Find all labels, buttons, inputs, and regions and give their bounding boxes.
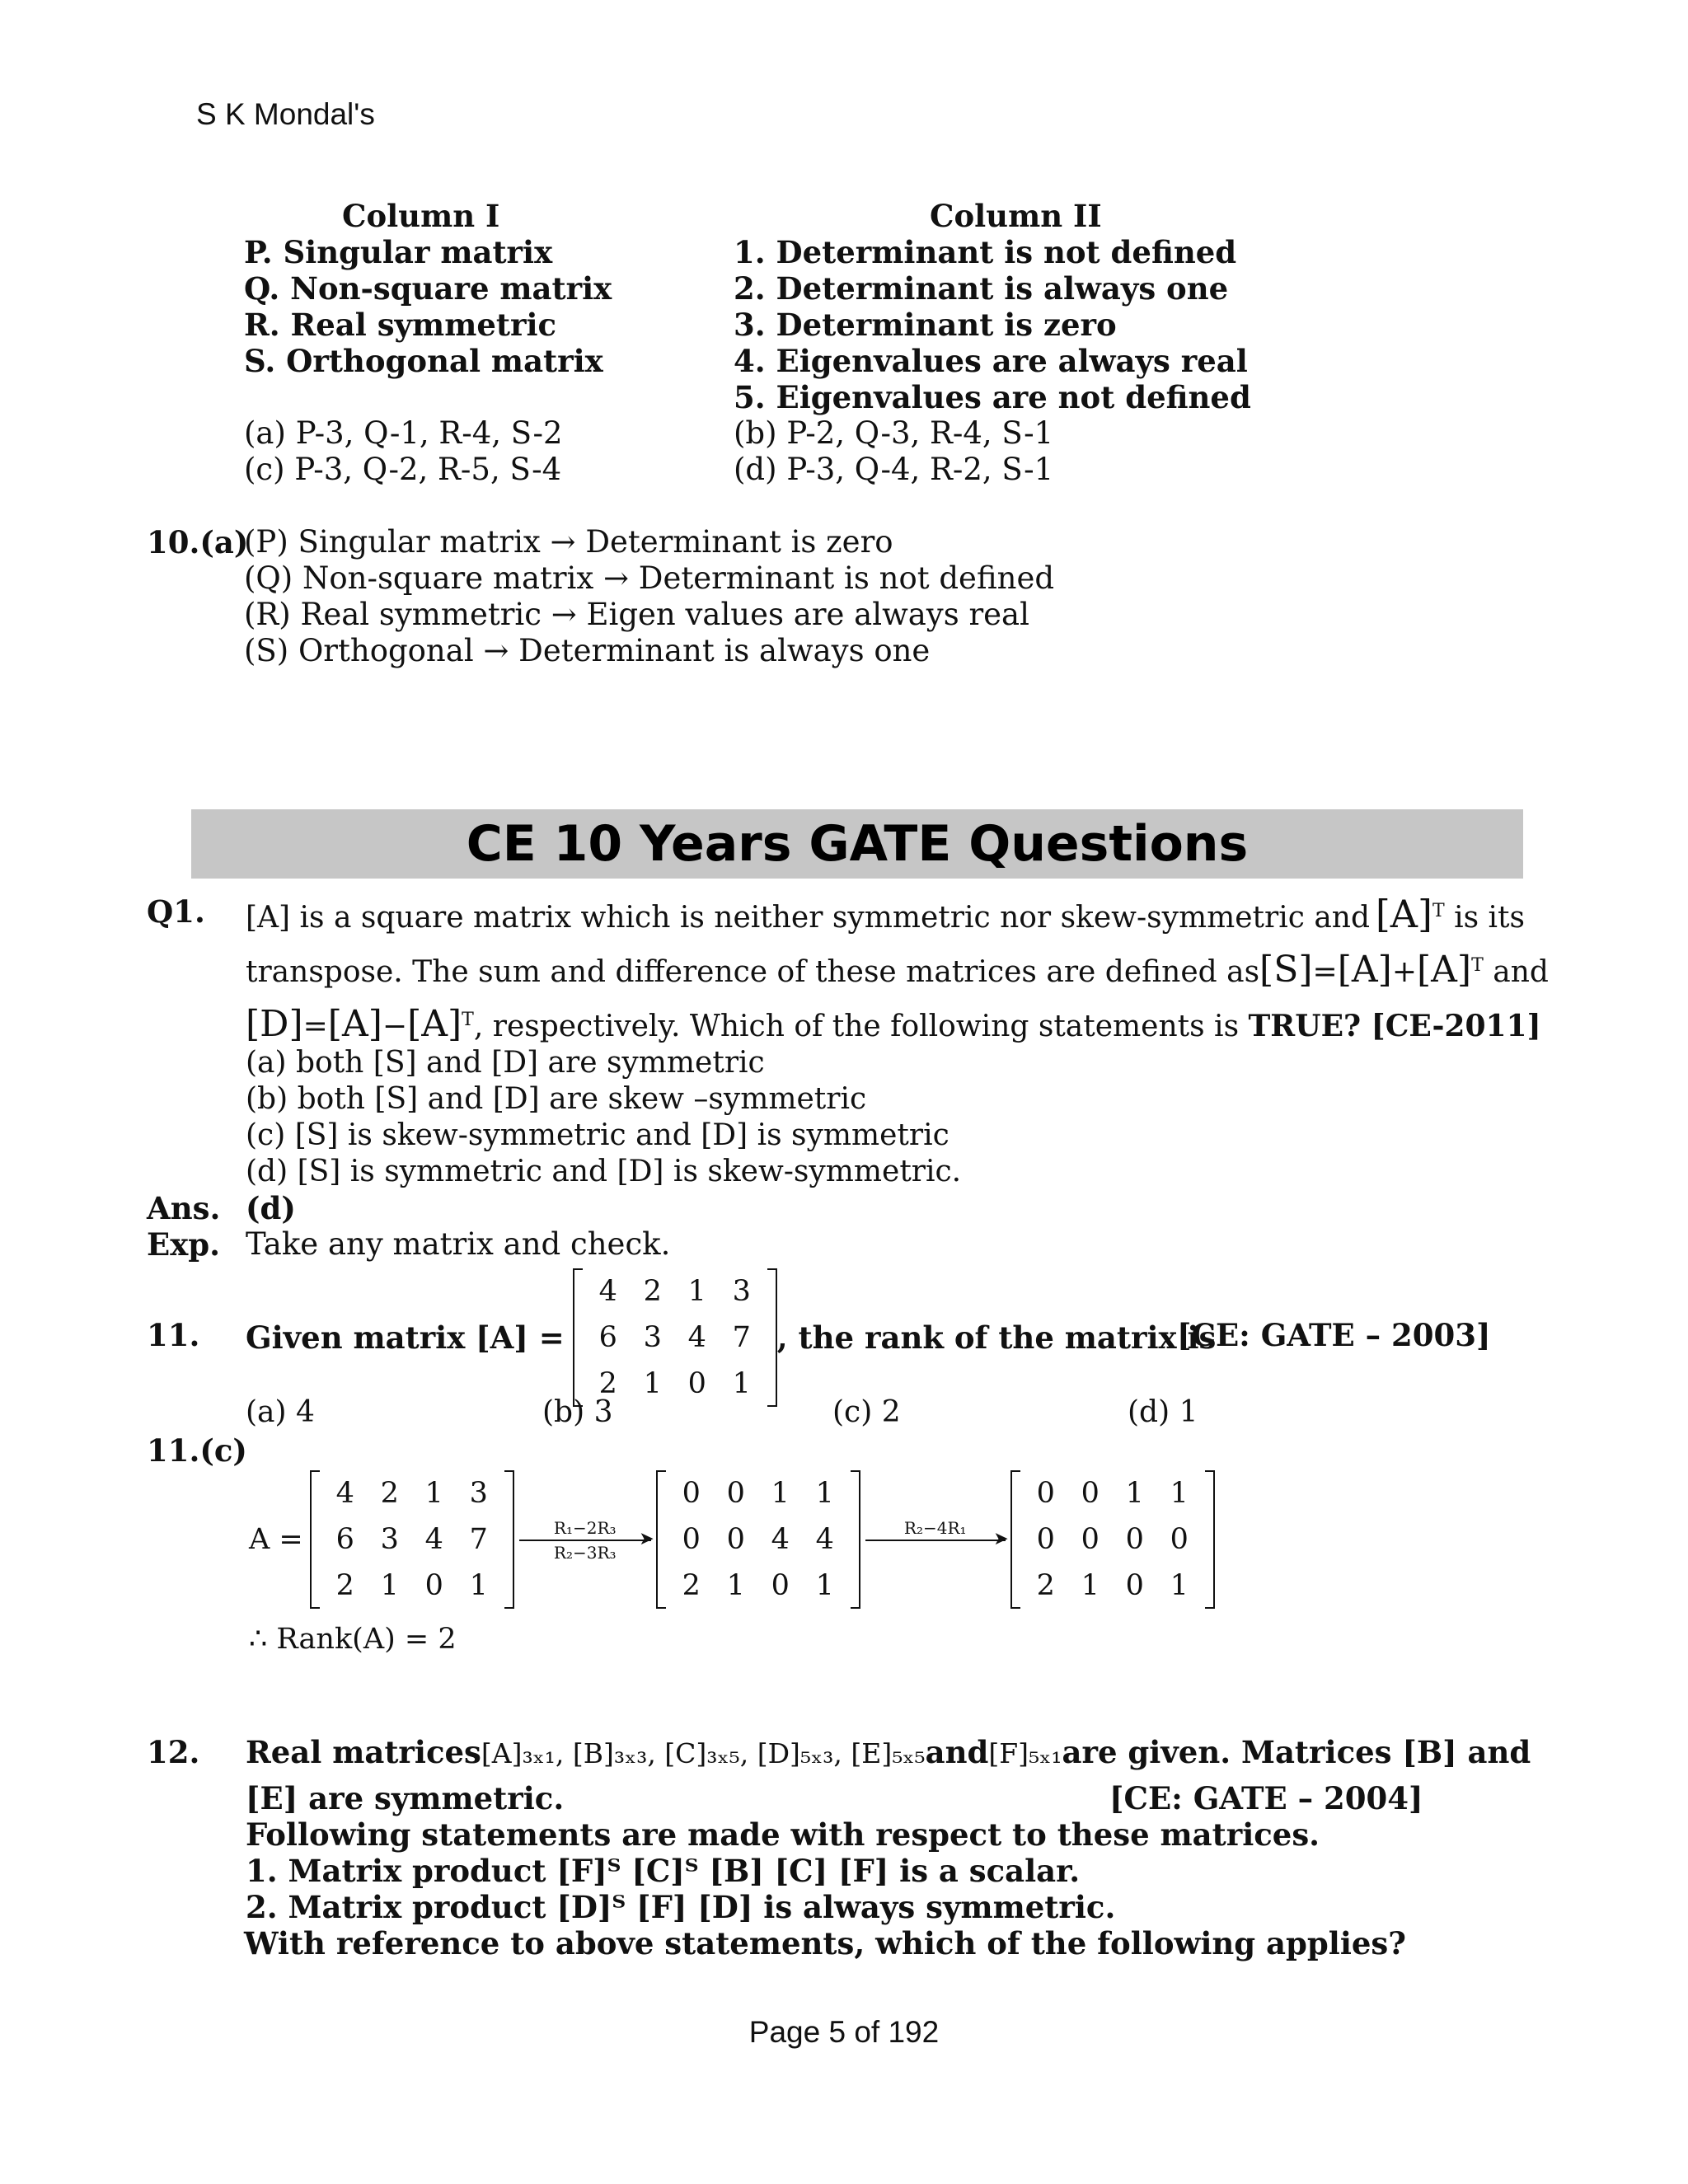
question-12-label: 12. (147, 1734, 200, 1770)
q11-conclusion: ∴ Rank(A) = 2 (249, 1623, 457, 1656)
answer-10-line: (P) Singular matrix → Determinant is zero (244, 524, 893, 560)
matrix-cell: 0 (1081, 1523, 1100, 1556)
matrix-cell: 0 (1125, 1569, 1144, 1602)
q1-option-a: (a) both [S] and [D] are symmetric (246, 1046, 765, 1080)
q11-solution-prefix: A = (249, 1523, 303, 1556)
matrix-cell: 0 (771, 1569, 790, 1602)
matrix-cell: 1 (726, 1569, 745, 1602)
row-operation-arrow-1 (519, 1515, 654, 1564)
q1-option-c: (c) [S] is skew-symmetric and [D] is symmetric (246, 1118, 950, 1152)
matrix-cell: 7 (732, 1321, 751, 1354)
matrix-cell: 0 (1036, 1477, 1055, 1510)
q12-text: Real matrices (246, 1734, 481, 1770)
question-q1-line1 (246, 893, 1525, 936)
q11-solution-reduction (249, 1467, 1215, 1612)
q1-explanation-label: Exp. (147, 1226, 221, 1263)
column-1-header: Column I (342, 198, 500, 234)
answer-10-line: (R) Real symmetric → Eigen values are always real (244, 597, 1029, 632)
q11-option-b: (b) 3 (542, 1395, 613, 1429)
q12-matrix-list: [A]₃ₓ₁, [B]₃ₓ₃, [C]₃ₓ₅, [D]₅ₓ₃, [E]₅ₓ₅ (481, 1737, 926, 1769)
q11-solution-label: 11.(c) (147, 1432, 247, 1469)
page-header-author: S K Mondal's (196, 97, 375, 131)
option-c: (c) P-3, Q-2, R-5, S-4 (244, 452, 562, 487)
matrix-cell: 1 (469, 1569, 488, 1602)
column-1-item: S. Orthogonal matrix (244, 343, 603, 379)
row-operation-label: R₁−2R₃ (553, 1518, 617, 1538)
column-2-item: 3. Determinant is zero (734, 307, 1117, 343)
matrix-cell: 4 (687, 1321, 706, 1354)
q1-text: , respectively. Which of the following statements is (473, 1010, 1240, 1043)
q11-prefix: Given matrix [A] = (246, 1319, 565, 1356)
q1-matrix-at: $[A]^T$ is its (1375, 892, 1525, 936)
matrix-cell: 0 (726, 1477, 745, 1510)
q11-option-d: (d) 1 (1128, 1395, 1198, 1429)
matrix-cell: 1 (815, 1477, 834, 1510)
question-q1-label: Q1. (147, 893, 205, 930)
matrix-cell: 3 (643, 1321, 662, 1354)
column-2-header: Column II (930, 198, 1102, 234)
q11-option-a: (a) 4 (246, 1395, 315, 1429)
matrix-cell: 7 (469, 1523, 488, 1556)
matrix-cell: 4 (815, 1523, 834, 1556)
question-12-line1 (246, 1734, 1531, 1772)
matrix-cell: 4 (598, 1275, 617, 1308)
option-a: (a) P-3, Q-1, R-4, S-2 (244, 415, 563, 451)
option-b: (b) P-2, Q-3, R-4, S-1 (734, 415, 1054, 451)
matrix-cell: 2 (598, 1367, 617, 1400)
matrix-cell: 1 (687, 1275, 706, 1308)
solution-matrix-3 (1010, 1470, 1215, 1609)
arrow-head-icon: ➤ (639, 1529, 654, 1549)
q1-sum-definition: $[S]=[A]+[A]^T$ and (1259, 949, 1549, 991)
row-operation-label: R₂−4R₁ (903, 1518, 967, 1538)
column-1-item: R. Real symmetric (244, 307, 557, 343)
q1-text: is its (1454, 901, 1525, 935)
column-2-item: 5. Eigenvalues are not defined (734, 379, 1251, 415)
matrix-cell: 3 (380, 1523, 399, 1556)
matrix-cell: 1 (732, 1367, 751, 1400)
matrix-cell: 0 (726, 1523, 745, 1556)
q11-tag: [CE: GATE – 2003] (1177, 1317, 1491, 1353)
column-2-item: 4. Eigenvalues are always real (734, 343, 1248, 379)
q1-difference-definition: $[D]=[A]-[A]^T$ (246, 1003, 474, 1045)
matrix-cell: 0 (682, 1477, 701, 1510)
q1-text: and (1493, 955, 1549, 989)
row-operation-label: R₂−3R₃ (553, 1543, 617, 1563)
matrix-cell: 6 (335, 1523, 354, 1556)
page-number: Page 5 of 192 (748, 2015, 940, 2049)
question-11-statement (246, 1268, 1216, 1408)
matrix-cell: 1 (1125, 1477, 1144, 1510)
matrix-cell: 1 (643, 1367, 662, 1400)
matrix-cell: 1 (380, 1569, 399, 1602)
column-1-item: Q. Non-square matrix (244, 270, 612, 307)
q1-text: [A] is a square matrix which is neither symmetric nor skew-symmetric and (246, 901, 1371, 935)
q11-suffix: , the rank of the matrix is (776, 1319, 1217, 1356)
q1-tag: TRUE? [CE-2011] (1248, 1009, 1541, 1043)
matrix-cell: 4 (424, 1523, 443, 1556)
question-q1-line3 (246, 1002, 1541, 1045)
q12-line3: Following statements are made with respect to these matrices. (246, 1816, 1320, 1853)
option-d: (d) P-3, Q-4, R-2, S-1 (734, 452, 1054, 487)
matrix-cell: 6 (598, 1321, 617, 1354)
section-banner-title: CE 10 Years GATE Questions (466, 815, 1249, 873)
answer-10-line: (S) Orthogonal → Determinant is always one (244, 633, 931, 668)
matrix-cell: 2 (1036, 1569, 1055, 1602)
q12-line6: With reference to above statements, which of the following applies? (244, 1925, 1406, 1961)
solution-matrix-1 (310, 1470, 514, 1609)
q1-answer: (d) (246, 1190, 296, 1226)
q12-text: are given. Matrices [B] and (1062, 1734, 1531, 1770)
matrix-cell: 0 (687, 1367, 706, 1400)
question-q1-line2 (246, 948, 1549, 991)
matrix-cell: 0 (682, 1523, 701, 1556)
matrix-cell: 1 (1170, 1569, 1189, 1602)
q1-option-b: (b) both [S] and [D] are skew –symmetric (246, 1082, 867, 1116)
matrix-cell: 3 (732, 1275, 751, 1308)
column-1-item: P. Singular matrix (244, 234, 553, 270)
matrix-cell: 3 (469, 1477, 488, 1510)
matrix-cell: 0 (424, 1569, 443, 1602)
answer-10-line: (Q) Non-square matrix → Determinant is not defined (244, 560, 1055, 596)
matrix-cell: 4 (771, 1523, 790, 1556)
q1-option-d: (d) [S] is symmetric and [D] is skew-symmetric. (246, 1155, 962, 1188)
row-operation-arrow-2 (865, 1515, 1009, 1564)
matrix-cell: 2 (380, 1477, 399, 1510)
matrix-cell: 0 (1125, 1523, 1144, 1556)
q12-statement-1: 1. Matrix product [F]ᵀ [C]ᵀ [B] [C] [F] is a scalar. (246, 1853, 1081, 1889)
answer-10-label: 10.(a) (147, 524, 249, 560)
matrix-cell: 1 (1081, 1569, 1100, 1602)
q12-text: and (925, 1734, 989, 1770)
matrix-cell: 1 (815, 1569, 834, 1602)
matrix-cell: 2 (682, 1569, 701, 1602)
q11-matrix (573, 1268, 777, 1407)
q1-answer-label: Ans. (147, 1190, 221, 1226)
q12-tag: [CE: GATE – 2004] (1109, 1780, 1423, 1816)
column-2-item: 2. Determinant is always one (734, 270, 1229, 307)
matrix-cell: 4 (335, 1477, 354, 1510)
q12-statement-2: 2. Matrix product [D]ᵀ [F] [D] is always symmetric. (246, 1889, 1116, 1925)
solution-matrix-2 (656, 1470, 860, 1609)
matrix-cell: 1 (1170, 1477, 1189, 1510)
q1-explanation: Take any matrix and check. (246, 1226, 671, 1262)
q12-matrix-f: [F]₅ₓ₁ (988, 1737, 1062, 1769)
matrix-cell: 0 (1170, 1523, 1189, 1556)
arrow-head-icon: ➤ (993, 1529, 1009, 1549)
q11-option-c: (c) 2 (832, 1395, 901, 1429)
matrix-cell: 0 (1081, 1477, 1100, 1510)
matrix-cell: 0 (1036, 1523, 1055, 1556)
q1-text: transpose. The sum and difference of these matrices are defined as (246, 955, 1260, 989)
matrix-cell: 1 (424, 1477, 443, 1510)
q12-line2: [E] are symmetric. (246, 1780, 565, 1816)
matrix-cell: 2 (643, 1275, 662, 1308)
question-11-label: 11. (147, 1317, 200, 1353)
matrix-cell: 1 (771, 1477, 790, 1510)
section-banner (191, 809, 1523, 879)
matrix-cell: 2 (335, 1569, 354, 1602)
column-2-item: 1. Determinant is not defined (734, 234, 1237, 270)
